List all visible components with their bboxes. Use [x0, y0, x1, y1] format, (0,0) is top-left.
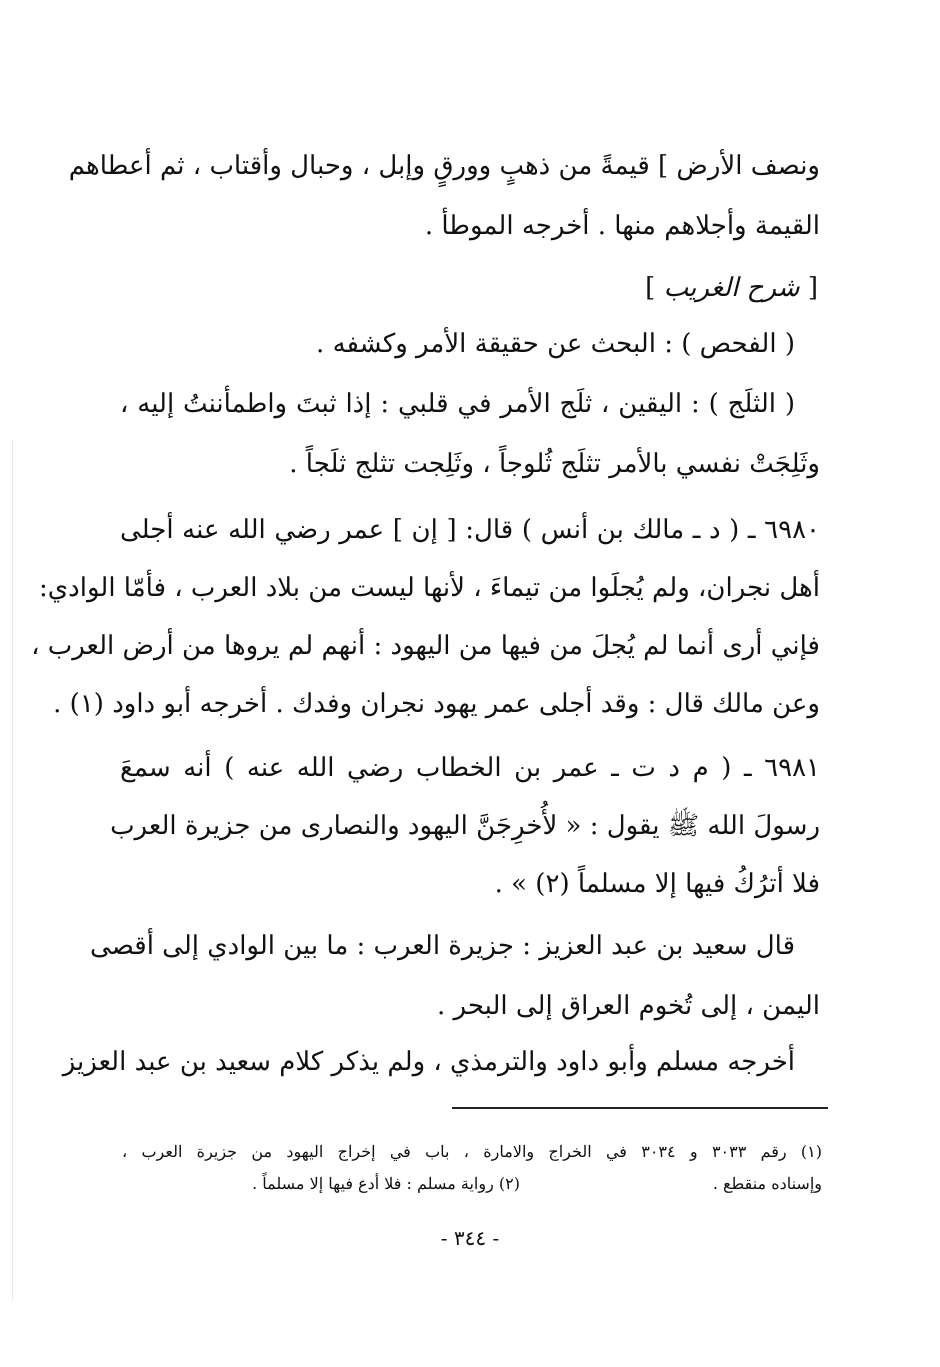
footnote-2: (٢) رواية مسلم : فلا أدع فيها إلا مسلماً . [252, 1174, 520, 1193]
gloss-fahs: ( الفحص ) : البحث عن حقيقة الأمر وكشفه . [316, 329, 795, 359]
section-heading [645, 268, 818, 308]
hadith-6981-line-1: ٦٩٨١ ـ ( م د ت ـ عمر بن الخطاب رضي الله عنه ) أنه سمعَ [120, 753, 820, 783]
gloss-thalaj: ( الثلَج ) : اليقين ، ثلَج الأمر في قلبي : إذا ثبتَ واطمأننتُ إليه ، [120, 389, 795, 419]
saeed-line-3: أخرجه مسلم وأبو داود والترمذي ، ولم يذكر كلام سعيد بن عبد العزيز [62, 1047, 795, 1077]
hadith-6980-line-3: فإني أرى أنما لم يُجلَ من فيها من اليهود : أنهم لم يروها من أرض العرب ، [31, 631, 820, 661]
saeed-line-1: قال سعيد بن عبد العزيز : جزيرة العرب : ما بين الوادي إلى أقصى [90, 931, 795, 961]
body-line-2: القيمة وأجلاهم منها . أخرجه الموطأ . [424, 211, 820, 241]
hadith-6980-line-4: وعن مالك قال : وقد أجلى عمر يهود نجران وفدك . أخرجه أبو داود (١) . [53, 689, 820, 719]
hadith-6980-line-1: ٦٩٨٠ ـ ( د ـ مالك بن أنس ) قال: [ إن ] عمر رضي الله عنه أجلى [120, 515, 820, 545]
gloss-thalaj-cont: وثَلِجَتْ نفسي بالأمر تثلَج ثُلوجاً ، وثَلِجت تثلج ثلَجاً . [289, 449, 820, 479]
heading-open-bracket: [ [807, 273, 818, 303]
hadith-6980-line-2: أهل نجران، ولم يُجلَوا من تيماءَ ، لأنها ليست من بلاد العرب ، فأمّا الوادي: [39, 573, 820, 603]
heading-text: شرح الغريب [663, 273, 800, 303]
scan-edge-mark [12, 440, 13, 1300]
saeed-line-2: اليمن ، إلى تُخوم العراق إلى البحر . [436, 991, 820, 1021]
hadith-6981-line-3: فلا أترُكُ فيها إلا مسلماً (٢) » . [494, 869, 820, 899]
heading-close-bracket: ] [645, 273, 656, 303]
footnote-divider [452, 1107, 828, 1109]
body-line-1: ونصف الأرض ] قيمةً من ذهبٍ وورقٍ وإبل ، وحبال وأقتاب ، ثم أعطاهم [68, 151, 820, 181]
footnote-1-line-2: وإسناده منقطع . [712, 1174, 822, 1193]
page-number: - ٣٤٤ - [440, 1226, 500, 1250]
hadith-6981-line-2: رسولَ الله ﷺ يقول : « لأُخرِجَنَّ اليهود والنصارى من جزيرة العرب [110, 811, 820, 841]
footnote-1-line-1: (١) رقم ٣٠٣٣ و ٣٠٣٤ في الخراج والامارة ، باب في إخراج اليهود من جزيرة العرب ، [122, 1142, 823, 1161]
